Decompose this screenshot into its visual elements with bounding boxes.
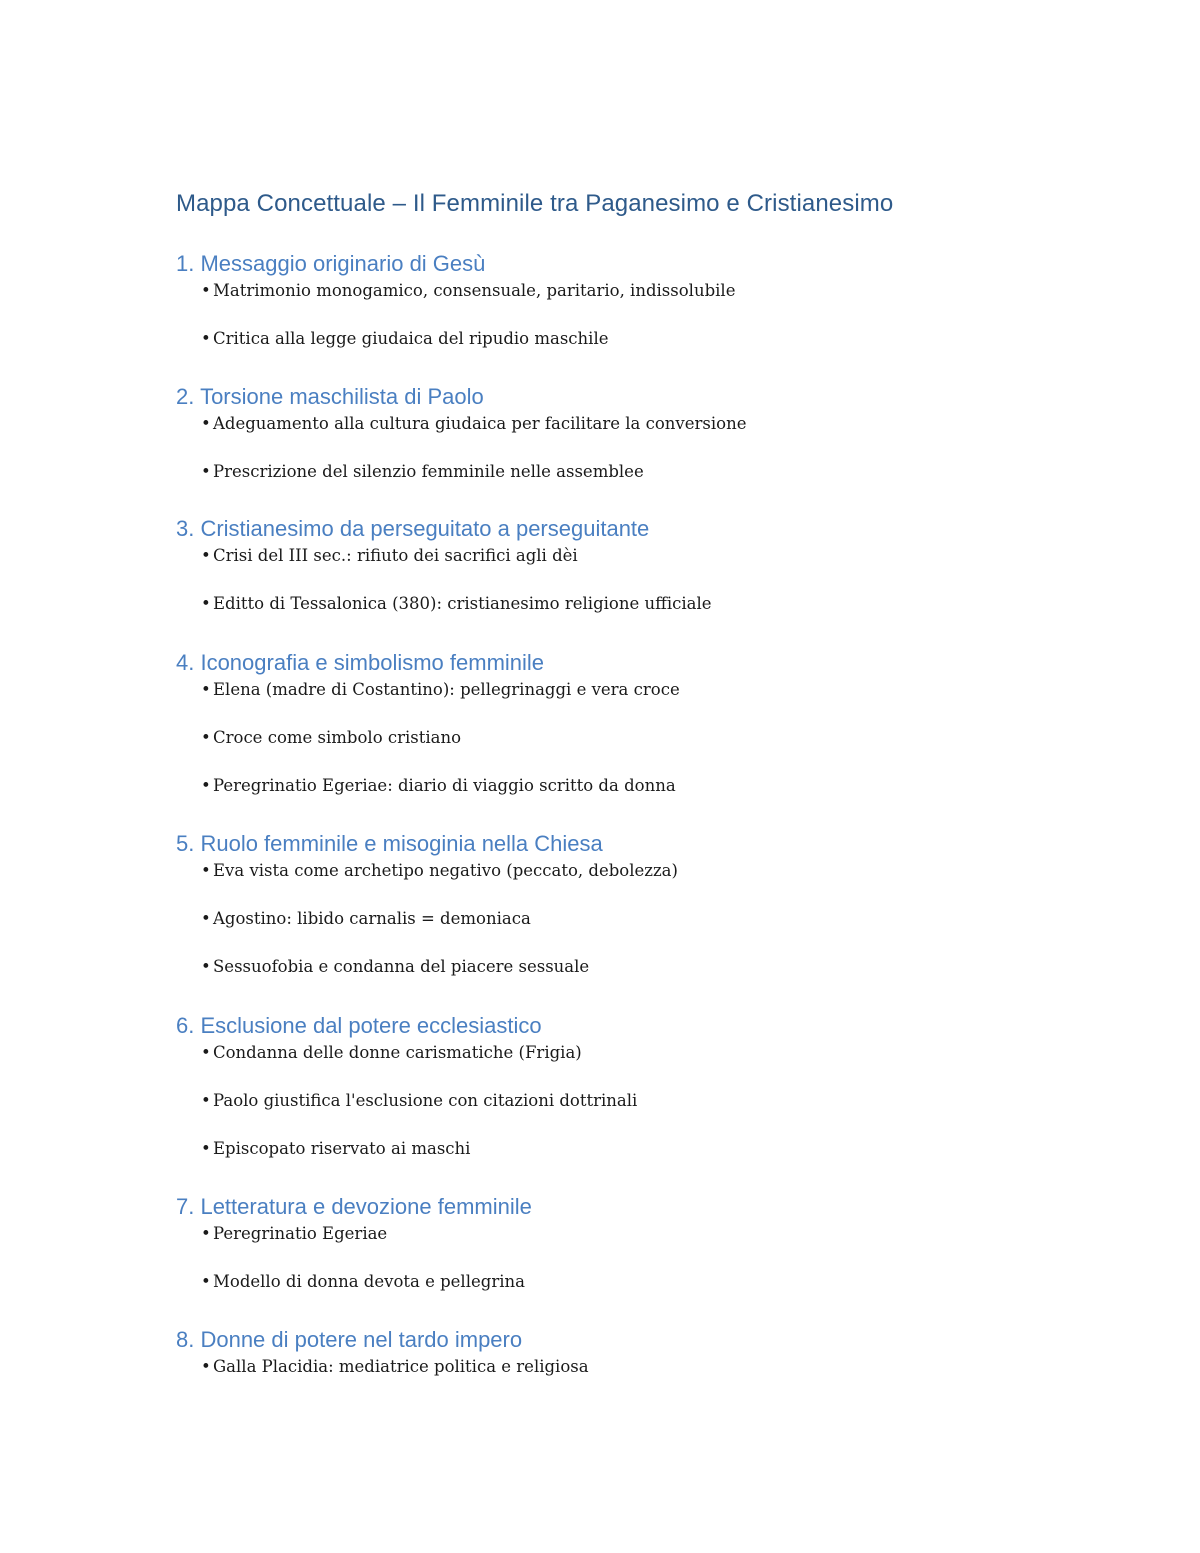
bullet-item: • Galla Placidia: mediatrice politica e religiosa: [201, 1357, 589, 1376]
section-heading: 4. Iconografia e simbolismo femminile: [176, 650, 545, 675]
bullet-item: • Modello di donna devota e pellegrina: [201, 1272, 525, 1291]
bullet-icon: •: [201, 594, 211, 613]
bullet-icon: •: [201, 1272, 211, 1291]
section-7: [176, 1190, 1116, 1319]
bullet-icon: •: [201, 281, 211, 300]
bullet-icon: •: [201, 414, 211, 433]
bullet-icon: •: [201, 680, 211, 699]
bullet-icon: •: [201, 1357, 211, 1376]
bullet-item: • Elena (madre di Costantino): pellegrinaggi e vera croce: [201, 680, 680, 699]
bullet-icon: •: [201, 1224, 211, 1243]
bullet-item: • Crisi del III sec.: rifiuto dei sacrifici agli dèi: [201, 546, 578, 565]
bullet-icon: •: [201, 1091, 211, 1110]
section-6: [176, 1009, 1116, 1186]
section-heading: 2. Torsione maschilista di Paolo: [176, 384, 484, 409]
section-heading: 3. Cristianesimo da perseguitato a perseguitante: [176, 516, 650, 541]
bullet-item: • Matrimonio monogamico, consensuale, paritario, indissolubile: [201, 281, 736, 300]
bullet-item: • Agostino: libido carnalis = demoniaca: [201, 909, 531, 928]
section-heading: 6. Esclusione dal potere ecclesiastico: [176, 1013, 542, 1038]
section-heading: 5. Ruolo femminile e misoginia nella Chiesa: [176, 831, 603, 856]
bullet-icon: •: [201, 909, 211, 928]
bullet-item: • Paolo giustifica l'esclusione con citazioni dottrinali: [201, 1091, 638, 1110]
section-heading: 7. Letteratura e devozione femminile: [176, 1194, 532, 1219]
section-5: [176, 827, 1116, 1004]
section-3: [176, 512, 1116, 641]
bullet-icon: •: [201, 861, 211, 880]
bullet-item: • Critica alla legge giudaica del ripudio maschile: [201, 329, 609, 348]
bullet-item: • Peregrinatio Egeriae: [201, 1224, 388, 1243]
section-1: [176, 247, 1116, 376]
document-title: Mappa Concettuale – Il Femminile tra Paganesimo e Cristianesimo: [176, 190, 894, 217]
section-8: [176, 1323, 1116, 1404]
bullet-icon: •: [201, 1139, 211, 1158]
section-2: [176, 380, 1116, 509]
bullet-item: • Peregrinatio Egeriae: diario di viaggio scritto da donna: [201, 776, 676, 795]
bullet-icon: •: [201, 546, 211, 565]
bullet-icon: •: [201, 957, 211, 976]
bullet-icon: •: [201, 728, 211, 747]
bullet-icon: •: [201, 1043, 211, 1062]
bullet-item: • Sessuofobia e condanna del piacere sessuale: [201, 957, 590, 976]
bullet-icon: •: [201, 462, 211, 481]
section-4: [176, 646, 1116, 823]
bullet-item: • Croce come simbolo cristiano: [201, 728, 462, 747]
section-heading: 1. Messaggio originario di Gesù: [176, 251, 486, 276]
bullet-item: • Adeguamento alla cultura giudaica per facilitare la conversione: [201, 414, 747, 433]
bullet-icon: •: [201, 329, 211, 348]
bullet-item: • Editto di Tessalonica (380): cristianesimo religione ufficiale: [201, 594, 712, 613]
bullet-item: • Episcopato riservato ai maschi: [201, 1139, 471, 1158]
bullet-icon: •: [201, 776, 211, 795]
bullet-item: • Eva vista come archetipo negativo (peccato, debolezza): [201, 861, 678, 880]
bullet-item: • Condanna delle donne carismatiche (Frigia): [201, 1043, 582, 1062]
bullet-item: • Prescrizione del silenzio femminile nelle assemblee: [201, 462, 644, 481]
section-heading: 8. Donne di potere nel tardo impero: [176, 1327, 523, 1352]
